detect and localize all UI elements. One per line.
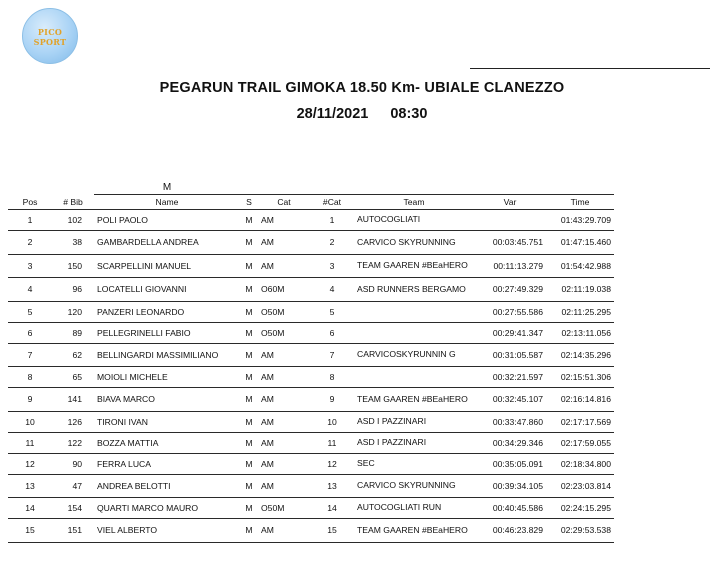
table-row	[8, 254, 614, 278]
cat-cell: AM	[258, 411, 310, 432]
team-cell: ASD I PAZZINARI	[354, 411, 474, 432]
table-row	[8, 453, 614, 474]
catpos-cell: 5	[310, 301, 354, 322]
bib-cell: 47	[52, 474, 94, 498]
time-cell: 01:43:29.709	[546, 210, 614, 231]
logo-line-2: SPORT	[33, 37, 67, 47]
sex-cell: M	[240, 278, 258, 302]
bib-cell: 126	[52, 411, 94, 432]
race-title: PEGARUN TRAIL GIMOKA 18.50 Km- UBIALE CLANEZZO	[159, 80, 565, 96]
time-cell: 02:23:03.814	[546, 474, 614, 498]
name-cell: SCARPELLINI MANUEL	[94, 254, 240, 278]
cat-cell: O60M	[258, 278, 310, 302]
bib-cell: 65	[52, 367, 94, 388]
table-row	[8, 322, 614, 343]
var-cell: 00:32:21.597	[474, 367, 546, 388]
pos-cell: 9	[8, 388, 52, 412]
col-team-header: Team	[354, 195, 474, 210]
sex-cell: M	[240, 343, 258, 367]
catpos-cell: 2	[310, 231, 354, 255]
team-cell: SEC	[354, 453, 474, 474]
group-spacer-right	[240, 180, 614, 195]
bib-cell: 154	[52, 498, 94, 519]
bib-cell: 89	[52, 322, 94, 343]
results-table	[8, 180, 614, 543]
bib-cell: 151	[52, 519, 94, 543]
var-cell: 00:39:34.105	[474, 474, 546, 498]
catpos-cell: 12	[310, 453, 354, 474]
catpos-cell: 4	[310, 278, 354, 302]
cat-cell: AM	[258, 388, 310, 412]
group-spacer	[8, 180, 94, 195]
sex-cell: M	[240, 474, 258, 498]
name-cell: BOZZA MATTIA	[94, 432, 240, 453]
cat-cell: O50M	[258, 322, 310, 343]
time-cell: 02:11:25.295	[546, 301, 614, 322]
table-row	[8, 343, 614, 367]
pos-cell: 5	[8, 301, 52, 322]
bib-cell: 141	[52, 388, 94, 412]
col-cat-header: Cat	[258, 195, 310, 210]
table-row	[8, 210, 614, 231]
catpos-cell: 7	[310, 343, 354, 367]
catpos-cell: 15	[310, 519, 354, 543]
team-cell: TEAM GAAREN #BEaHERO	[354, 388, 474, 412]
pos-cell: 12	[8, 453, 52, 474]
name-cell: PANZERI LEONARDO	[94, 301, 240, 322]
var-cell: 00:11:13.279	[474, 254, 546, 278]
pos-cell: 8	[8, 367, 52, 388]
team-cell	[354, 301, 474, 322]
cat-cell: O50M	[258, 301, 310, 322]
time-cell: 02:14:35.296	[546, 343, 614, 367]
catpos-cell: 13	[310, 474, 354, 498]
bib-cell: 150	[52, 254, 94, 278]
name-cell: MOIOLI MICHELE	[94, 367, 240, 388]
time-cell: 02:17:59.055	[546, 432, 614, 453]
col-bib-header: # Bib	[52, 195, 94, 210]
table-row	[8, 367, 614, 388]
catpos-cell: 1	[310, 210, 354, 231]
var-cell: 00:35:05.091	[474, 453, 546, 474]
table-row	[8, 474, 614, 498]
var-cell: 00:32:45.107	[474, 388, 546, 412]
cat-cell: AM	[258, 432, 310, 453]
pos-cell: 15	[8, 519, 52, 543]
logo-line-1: PICO	[37, 27, 63, 37]
table-row	[8, 411, 614, 432]
pos-cell: 1	[8, 210, 52, 231]
cat-cell: O50M	[258, 498, 310, 519]
time-cell: 02:13:11.056	[546, 322, 614, 343]
cat-cell: AM	[258, 254, 310, 278]
var-cell: 00:27:55.586	[474, 301, 546, 322]
time-cell: 02:16:14.816	[546, 388, 614, 412]
pico-sport-logo	[22, 8, 78, 64]
team-cell: CARVICOSKYRUNNIN G	[354, 343, 474, 367]
time-cell: 02:29:53.538	[546, 519, 614, 543]
catpos-cell: 11	[310, 432, 354, 453]
cat-cell: AM	[258, 474, 310, 498]
catpos-cell: 10	[310, 411, 354, 432]
team-cell: TEAM GAAREN #BEaHERO	[354, 254, 474, 278]
sex-cell: M	[240, 210, 258, 231]
time-cell: 02:18:34.800	[546, 453, 614, 474]
col-sex-header: S	[240, 195, 258, 210]
time-cell: 02:24:15.295	[546, 498, 614, 519]
table-row	[8, 301, 614, 322]
var-cell	[474, 210, 546, 231]
cat-cell: AM	[258, 210, 310, 231]
col-name-header: Name	[94, 195, 240, 210]
col-pos-header: Pos	[8, 195, 52, 210]
bib-cell: 122	[52, 432, 94, 453]
team-cell	[354, 367, 474, 388]
pos-cell: 13	[8, 474, 52, 498]
sex-cell: M	[240, 498, 258, 519]
column-header-row	[8, 195, 614, 210]
sex-cell: M	[240, 367, 258, 388]
var-cell: 00:40:45.586	[474, 498, 546, 519]
name-cell: BELLINGARDI MASSIMILIANO	[94, 343, 240, 367]
col-catpos-header: #Cat	[310, 195, 354, 210]
time-cell: 02:11:19.038	[546, 278, 614, 302]
var-cell: 00:33:47.860	[474, 411, 546, 432]
table-row	[8, 432, 614, 453]
sex-cell: M	[240, 432, 258, 453]
pos-cell: 6	[8, 322, 52, 343]
name-cell: LOCATELLI GIOVANNI	[94, 278, 240, 302]
table-row	[8, 519, 614, 543]
pos-cell: 14	[8, 498, 52, 519]
team-cell: CARVICO SKYRUNNING	[354, 231, 474, 255]
catpos-cell: 14	[310, 498, 354, 519]
table-row	[8, 498, 614, 519]
table-row	[8, 278, 614, 302]
sex-cell: M	[240, 231, 258, 255]
sex-cell: M	[240, 388, 258, 412]
race-datetime	[0, 106, 724, 122]
table-row	[8, 388, 614, 412]
var-cell: 00:27:49.329	[474, 278, 546, 302]
name-cell: FERRA LUCA	[94, 453, 240, 474]
team-cell: AUTOCOGLIATI RUN	[354, 498, 474, 519]
time-cell: 01:54:42.988	[546, 254, 614, 278]
sex-cell: M	[240, 322, 258, 343]
sex-cell: M	[240, 453, 258, 474]
bib-cell: 120	[52, 301, 94, 322]
team-cell: ASD I PAZZINARI	[354, 432, 474, 453]
group-label: M	[94, 180, 240, 195]
var-cell: 00:31:05.587	[474, 343, 546, 367]
var-cell: 00:03:45.751	[474, 231, 546, 255]
var-cell: 00:34:29.346	[474, 432, 546, 453]
pos-cell: 10	[8, 411, 52, 432]
pos-cell: 11	[8, 432, 52, 453]
var-cell: 00:29:41.347	[474, 322, 546, 343]
catpos-cell: 9	[310, 388, 354, 412]
race-date: 28/11/2021	[296, 106, 369, 122]
cat-cell: AM	[258, 343, 310, 367]
name-cell: GAMBARDELLA ANDREA	[94, 231, 240, 255]
cat-cell: AM	[258, 453, 310, 474]
name-cell: PELLEGRINELLI FABIO	[94, 322, 240, 343]
table-row	[8, 231, 614, 255]
cat-cell: AM	[258, 231, 310, 255]
var-cell: 00:46:23.829	[474, 519, 546, 543]
name-cell: ANDREA BELOTTI	[94, 474, 240, 498]
catpos-cell: 3	[310, 254, 354, 278]
time-cell: 02:17:17.569	[546, 411, 614, 432]
team-cell: CARVICO SKYRUNNING	[354, 474, 474, 498]
bib-cell: 62	[52, 343, 94, 367]
name-cell: VIEL ALBERTO	[94, 519, 240, 543]
name-cell: POLI PAOLO	[94, 210, 240, 231]
pos-cell: 7	[8, 343, 52, 367]
pos-cell: 3	[8, 254, 52, 278]
bib-cell: 96	[52, 278, 94, 302]
cat-cell: AM	[258, 519, 310, 543]
team-cell: ASD RUNNERS BERGAMO	[354, 278, 474, 302]
time-cell: 01:47:15.460	[546, 231, 614, 255]
name-cell: QUARTI MARCO MAURO	[94, 498, 240, 519]
group-header-row	[8, 180, 614, 195]
name-cell: TIRONI IVAN	[94, 411, 240, 432]
team-cell: TEAM GAAREN #BEaHERO	[354, 519, 474, 543]
col-time-header: Time	[546, 195, 614, 210]
pos-cell: 4	[8, 278, 52, 302]
catpos-cell: 8	[310, 367, 354, 388]
pos-cell: 2	[8, 231, 52, 255]
bib-cell: 90	[52, 453, 94, 474]
team-cell	[354, 322, 474, 343]
col-var-header: Var	[474, 195, 546, 210]
bib-cell: 38	[52, 231, 94, 255]
name-cell: BIAVA MARCO	[94, 388, 240, 412]
sex-cell: M	[240, 301, 258, 322]
race-time: 08:30	[390, 106, 428, 122]
header-rule	[470, 68, 710, 69]
sex-cell: M	[240, 519, 258, 543]
cat-cell: AM	[258, 367, 310, 388]
time-cell: 02:15:51.306	[546, 367, 614, 388]
sex-cell: M	[240, 411, 258, 432]
catpos-cell: 6	[310, 322, 354, 343]
bib-cell: 102	[52, 210, 94, 231]
sex-cell: M	[240, 254, 258, 278]
team-cell: AUTOCOGLIATI	[354, 210, 474, 231]
